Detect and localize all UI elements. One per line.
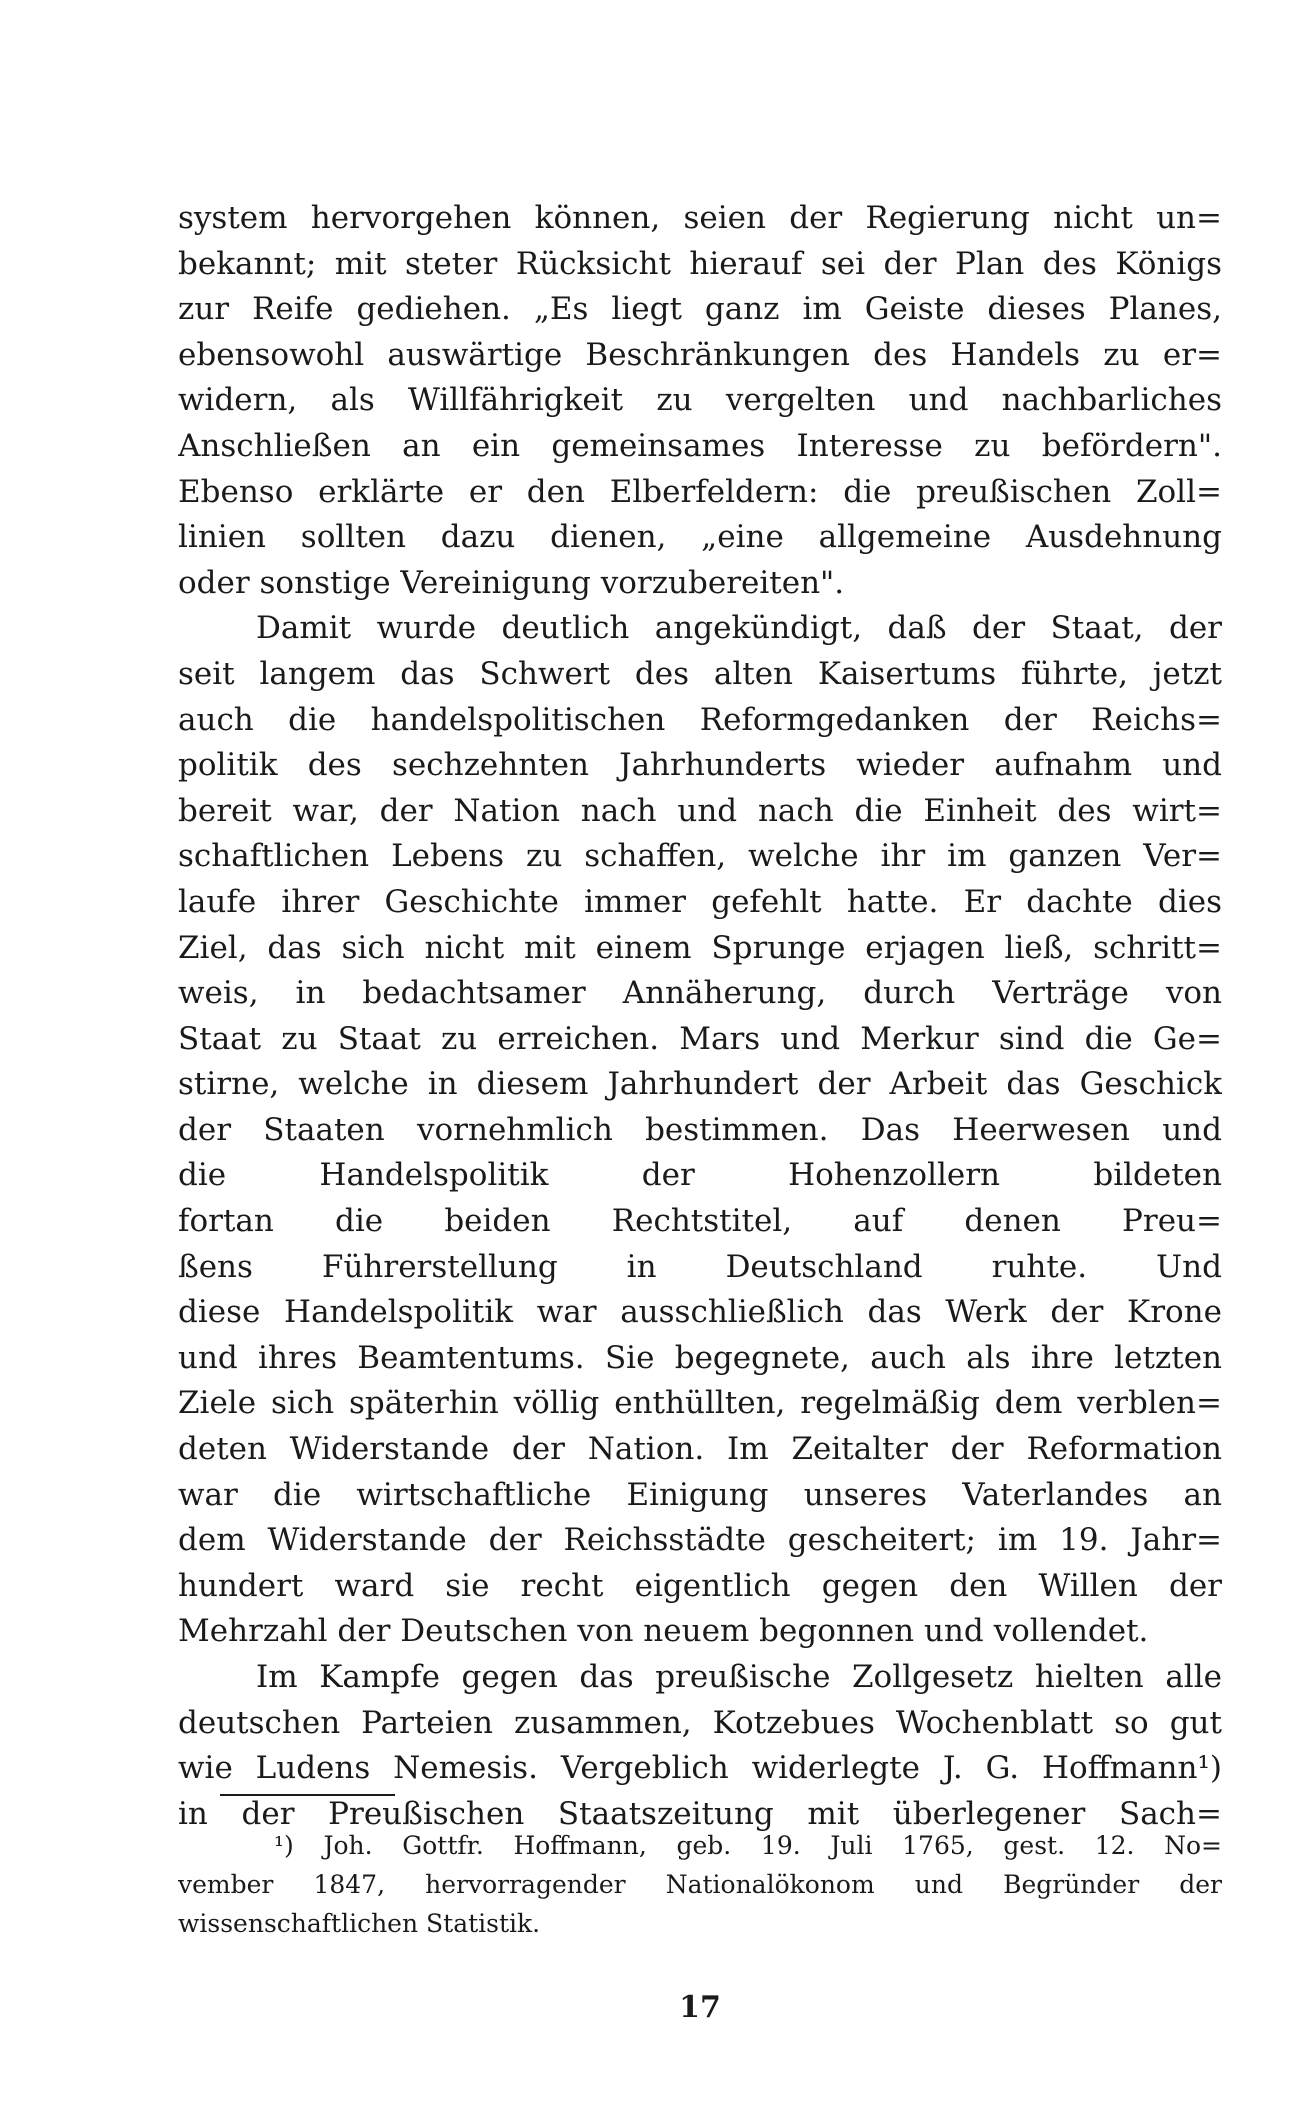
text-line: zur Reife gediehen. „Es liegt ganz im Geiste dieses Planes,: [178, 291, 1222, 328]
text-line: diese Handelspolitik war ausschließlich das Werk der Krone: [178, 1294, 1222, 1331]
text-line: Damit wurde deutlich angekündigt, daß der Staat, der: [256, 610, 1222, 647]
text-line: die Handelspolitik der Hohenzollern bildeten: [178, 1157, 1222, 1194]
text-line: politik des sechzehnten Jahrhunderts wieder aufnahm und: [178, 747, 1222, 784]
text-line: Mehrzahl der Deutschen von neuem begonnen und vollendet.: [178, 1613, 1149, 1650]
text-line: Ziel, das sich nicht mit einem Sprunge erjagen ließ, schritt=: [178, 929, 1222, 966]
text-line: schaftlichen Lebens zu schaffen, welche ihr im ganzen Ver=: [178, 838, 1222, 875]
text-line: Ziele sich späterhin völlig enthüllten, regelmäßig dem verblen=: [178, 1385, 1222, 1422]
text-line: dem Widerstande der Reichsstädte gescheitert; im 19. Jahr=: [178, 1522, 1222, 1559]
text-line: linien sollten dazu dienen, „eine allgemeine Ausdehnung: [178, 519, 1222, 556]
text-line: und ihres Beamtentums. Sie begegnete, auch als ihre letzten: [178, 1339, 1222, 1376]
text-line: system hervorgehen können, seien der Regierung nicht un=: [178, 200, 1222, 236]
text-line: weis, in bedachtsamer Annäherung, durch Verträge von: [178, 975, 1222, 1012]
text-line: der Staaten vornehmlich bestimmen. Das Heerwesen und: [178, 1111, 1222, 1148]
footnote-divider: [220, 1794, 395, 1796]
text-line: in der Preußischen Staatszeitung mit überlegener Sach=: [178, 1795, 1222, 1832]
text-line: bekannt; mit steter Rücksicht hierauf sei der Plan des Königs: [178, 245, 1222, 282]
text-line: bereit war, der Nation nach und nach die Einheit des wirt=: [178, 792, 1222, 829]
text-line: auch die handelspolitischen Reformgedanken der Reichs=: [178, 701, 1222, 738]
body-text: [178, 196, 1222, 1837]
text-line: hundert ward sie recht eigentlich gegen den Willen der: [178, 1567, 1222, 1604]
text-line: widern, als Willfährigkeit zu vergelten und nachbarliches: [178, 382, 1222, 419]
text-line: stirne, welche in diesem Jahrhundert der Arbeit das Geschick: [178, 1066, 1222, 1103]
text-line: fortan die beiden Rechtstitel, auf denen Preu=: [178, 1203, 1222, 1240]
text-line: ßens Führerstellung in Deutschland ruhte. Und: [178, 1248, 1222, 1285]
text-line: Ebenso erklärte er den Elberfeldern: die preußischen Zoll=: [178, 473, 1222, 510]
text-line: Im Kampfe gegen das preußische Zollgesetz hielten alle: [256, 1659, 1222, 1695]
footnote-line: wissenschaftlichen Statistik.: [178, 1909, 541, 1938]
text-line: laufe ihrer Geschichte immer gefehlt hatte. Er dachte dies: [178, 883, 1222, 920]
text-line: war die wirtschaftliche Einigung unseres Vaterlandes an: [178, 1476, 1222, 1513]
text-line: oder sonstige Vereinigung vorzubereiten".: [178, 564, 845, 601]
footnote-line: vember 1847, hervorragender Nationalökonom und Begründer der: [178, 1870, 1222, 1899]
footnotes: [178, 1826, 1222, 1943]
text-line: deutschen Parteien zusammen, Kotzebues Wochenblatt so gut: [178, 1704, 1222, 1741]
text-line: wie Ludens Nemesis. Vergeblich widerlegte J. G. Hoffmann¹): [178, 1750, 1222, 1787]
text-line: seit langem das Schwert des alten Kaisertums führte, jetzt: [178, 655, 1222, 692]
page-number: 17: [679, 1990, 721, 2025]
text-line: Anschließen an ein gemeinsames Interesse zu befördern".: [178, 427, 1222, 464]
text-line: deten Widerstande der Nation. Im Zeitalter der Reformation: [178, 1431, 1222, 1468]
text-line: ebensowohl auswärtige Beschränkungen des Handels zu er=: [178, 336, 1222, 373]
text-line: Staat zu Staat zu erreichen. Mars und Merkur sind die Ge=: [178, 1020, 1222, 1057]
footnote-line: ¹) Joh. Gottfr. Hoffmann, geb. 19. Juli 1765, gest. 12. No=: [274, 1831, 1222, 1860]
